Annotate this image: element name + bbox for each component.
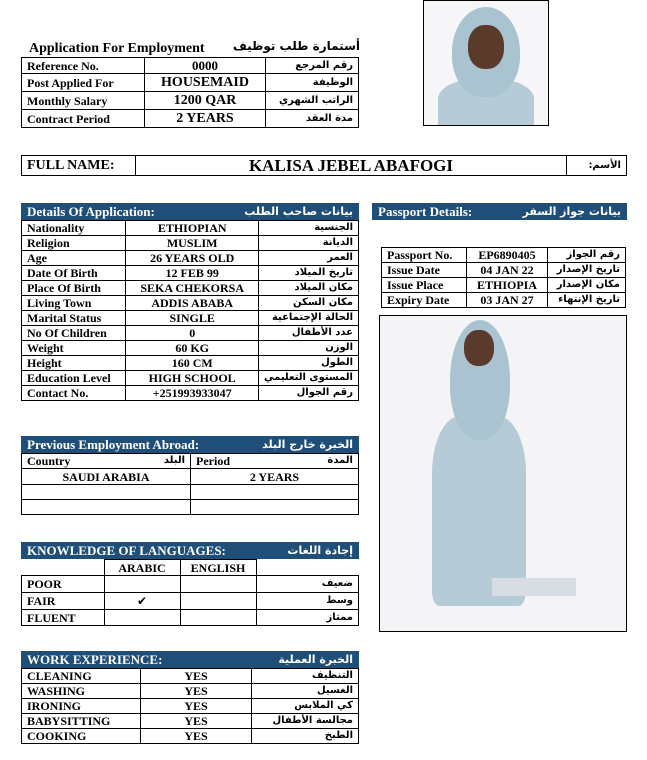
table-row: Age	[22, 251, 126, 266]
arabic-column-header: ARABIC	[104, 560, 180, 576]
details-label-ar: الجنسية	[259, 221, 359, 236]
work-label-ar: الطبخ	[252, 729, 359, 744]
work-value: YES	[141, 729, 252, 744]
contract-label: Contract Period	[22, 110, 145, 128]
empty-cell	[191, 500, 359, 515]
table-row: BABYSITTING	[22, 714, 141, 729]
arabic-poor	[104, 576, 180, 593]
contract-label-ar: مدة العقد	[266, 110, 359, 128]
details-value: 12 FEB 99	[126, 266, 259, 281]
details-value: 0	[126, 326, 259, 341]
reference-label: Reference No.	[22, 58, 145, 74]
post-label-ar: الوظيفة	[266, 74, 359, 92]
previous-country: SAUDI ARABIA	[22, 469, 191, 485]
empty-cell	[256, 560, 359, 576]
passport-label-ar: رقم الجواز	[548, 248, 626, 263]
top-info-table	[21, 57, 359, 128]
period-column-header	[191, 454, 359, 469]
details-value: HIGH SCHOOL	[126, 371, 259, 386]
details-value: +251993933047	[126, 386, 259, 401]
languages-header-en: KNOWLEDGE OF LANGUAGES:	[27, 543, 226, 558]
full-body-photo	[379, 315, 627, 632]
headshot-photo	[423, 0, 549, 126]
table-row: Height	[22, 356, 126, 371]
work-value: YES	[141, 714, 252, 729]
full-name-value: KALISA JEBEL ABAFOGI	[136, 156, 567, 176]
country-label-ar: البلد	[163, 455, 185, 466]
details-value: ETHIOPIAN	[126, 221, 259, 236]
table-row: Issue Place	[382, 278, 467, 293]
previous-employment-header	[21, 436, 359, 453]
table-row: Nationality	[22, 221, 126, 236]
contract-value: 2 YEARS	[145, 110, 266, 128]
table-row: No Of Children	[22, 326, 126, 341]
language-level-fluent-ar: ممتاز	[256, 610, 359, 626]
reference-value: 0000	[145, 58, 266, 74]
passport-header	[372, 203, 627, 220]
details-value: SINGLE	[126, 311, 259, 326]
table-row: WASHING	[22, 684, 141, 699]
details-label-ar: تاريخ الميلاد	[259, 266, 359, 281]
details-label-ar: عدد الأطفال	[259, 326, 359, 341]
table-row: Place Of Birth	[22, 281, 126, 296]
details-table	[21, 220, 359, 401]
language-level-fluent: FLUENT	[22, 610, 105, 626]
full-name-label-ar: الأسم:	[567, 156, 627, 176]
work-header-en: WORK EXPERIENCE:	[27, 652, 163, 667]
empty-cell	[22, 560, 105, 576]
empty-cell	[22, 500, 191, 515]
english-column-header: ENGLISH	[180, 560, 256, 576]
details-label-ar: مكان الميلاد	[259, 281, 359, 296]
salary-value: 1200 QAR	[145, 92, 266, 110]
passport-header-ar: بيانات جواز السفر	[522, 205, 621, 218]
work-experience-table	[21, 668, 359, 744]
details-label-ar: مكان السكن	[259, 296, 359, 311]
languages-header-ar: إجادة اللغات	[287, 544, 353, 557]
passport-value: EP6890405	[467, 248, 548, 263]
empty-cell	[22, 485, 191, 500]
details-label-ar: الطول	[259, 356, 359, 371]
details-value: 26 YEARS OLD	[126, 251, 259, 266]
details-header-ar: بيانات صاحب الطلب	[244, 205, 353, 218]
details-header-en: Details Of Application:	[27, 204, 155, 219]
language-level-fair-ar: وسط	[256, 593, 359, 610]
table-row: Date Of Birth	[22, 266, 126, 281]
empty-cell	[191, 485, 359, 500]
page-title: Application For Employment	[29, 41, 205, 56]
passport-table	[381, 247, 626, 308]
details-value: 160 CM	[126, 356, 259, 371]
english-fair	[180, 593, 256, 610]
period-label-ar: المدة	[327, 455, 353, 466]
details-label-ar: الحالة الإجتماعية	[259, 311, 359, 326]
table-row: CLEANING	[22, 669, 141, 684]
details-label-ar: رقم الجوال	[259, 386, 359, 401]
passport-value: ETHIOPIA	[467, 278, 548, 293]
passport-label-ar: مكان الإصدار	[548, 278, 626, 293]
passport-value: 04 JAN 22	[467, 263, 548, 278]
language-level-fair: FAIR	[22, 593, 105, 610]
salary-label: Monthly Salary	[22, 92, 145, 110]
passport-value: 03 JAN 27	[467, 293, 548, 308]
table-row: Education Level	[22, 371, 126, 386]
reference-label-ar: رقم المرجع	[266, 58, 359, 74]
details-value: 60 KG	[126, 341, 259, 356]
language-level-poor: POOR	[22, 576, 105, 593]
salary-label-ar: الراتب الشهري	[266, 92, 359, 110]
table-row: Issue Date	[382, 263, 467, 278]
page-title-arabic: أستمارة طلب توظيف	[232, 39, 360, 53]
table-row: IRONING	[22, 699, 141, 714]
previous-header-en: Previous Employment Abroad:	[27, 437, 200, 452]
passport-label-ar: تاريخ الإصدار	[548, 263, 626, 278]
post-value: HOUSEMAID	[145, 74, 266, 92]
work-label-ar: الغسيل	[252, 684, 359, 699]
full-name-row	[21, 155, 627, 176]
work-experience-header	[21, 651, 359, 668]
work-label-ar: التنظيف	[252, 669, 359, 684]
details-value: MUSLIM	[126, 236, 259, 251]
country-column-header	[22, 454, 191, 469]
work-header-ar: الخبرة العملية	[278, 653, 353, 666]
details-label-ar: الوزن	[259, 341, 359, 356]
table-row: Expiry Date	[382, 293, 467, 308]
table-row: Weight	[22, 341, 126, 356]
languages-header	[21, 542, 359, 559]
arabic-fluent	[104, 610, 180, 626]
passport-header-en: Passport Details:	[378, 204, 473, 219]
previous-employment-table	[21, 453, 359, 515]
full-name-label: FULL NAME:	[22, 156, 136, 176]
passport-label-ar: تاريخ الإنتهاء	[548, 293, 626, 308]
details-label-ar: العمر	[259, 251, 359, 266]
work-value: YES	[141, 699, 252, 714]
table-row: Marital Status	[22, 311, 126, 326]
work-value: YES	[141, 669, 252, 684]
language-level-poor-ar: ضعيف	[256, 576, 359, 593]
table-row: Living Town	[22, 296, 126, 311]
english-poor	[180, 576, 256, 593]
table-row: COOKING	[22, 729, 141, 744]
table-row: Contact No.	[22, 386, 126, 401]
period-label: Period	[196, 454, 230, 468]
work-label-ar: كي الملابس	[252, 699, 359, 714]
post-label: Post Applied For	[22, 74, 145, 92]
table-row: Passport No.	[382, 248, 467, 263]
previous-period: 2 YEARS	[191, 469, 359, 485]
details-label-ar: المستوى التعليمي	[259, 371, 359, 386]
work-label-ar: مجالسة الأطفال	[252, 714, 359, 729]
details-header	[21, 203, 359, 220]
languages-table	[21, 559, 359, 626]
details-value: SEKA CHEKORSA	[126, 281, 259, 296]
details-label-ar: الديانة	[259, 236, 359, 251]
english-fluent	[180, 610, 256, 626]
previous-header-ar: الخبرة خارج البلد	[262, 438, 353, 451]
country-label: Country	[27, 454, 71, 468]
table-row: Religion	[22, 236, 126, 251]
work-value: YES	[141, 684, 252, 699]
arabic-fair: ✔	[104, 593, 180, 610]
details-value: ADDIS ABABA	[126, 296, 259, 311]
